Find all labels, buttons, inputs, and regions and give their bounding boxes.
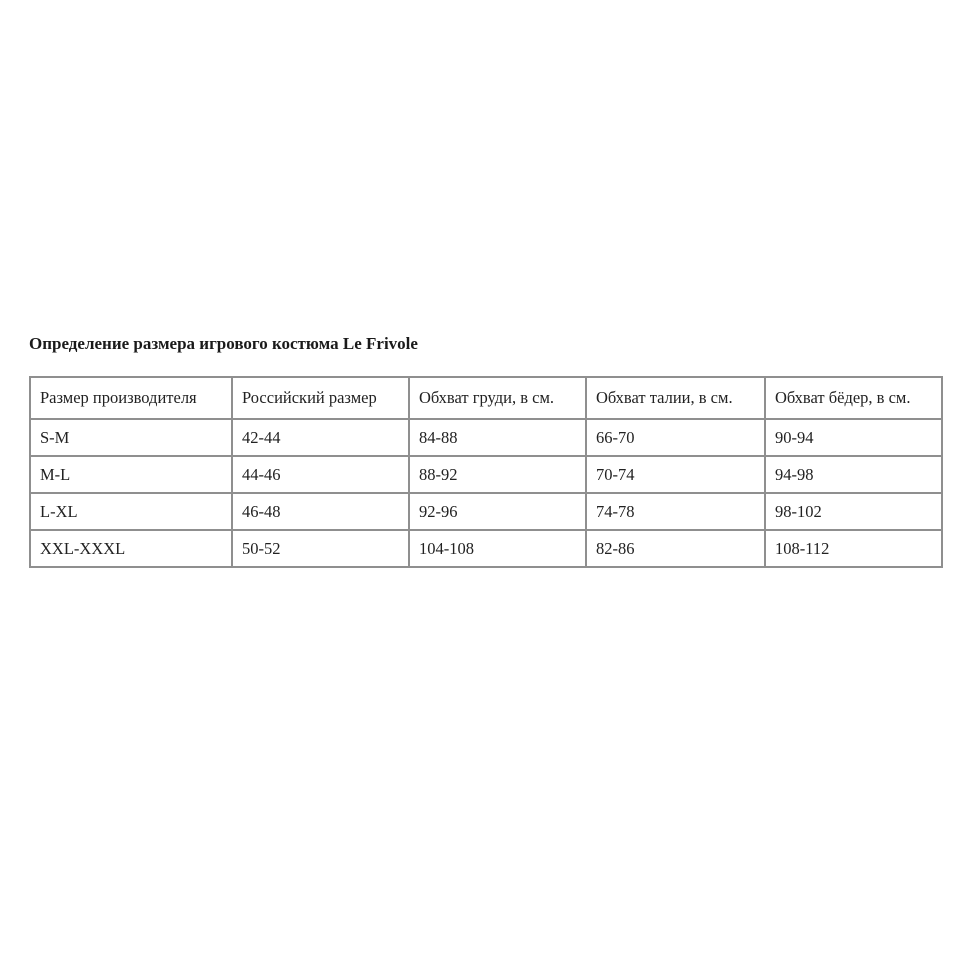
header-chest: Обхват груди, в см.	[409, 377, 586, 419]
cell-russian-size: 46-48	[232, 493, 409, 530]
table-header-row	[30, 377, 942, 419]
cell-waist: 82-86	[586, 530, 765, 567]
size-chart-table	[29, 376, 943, 568]
cell-chest: 88-92	[409, 456, 586, 493]
cell-hips: 108-112	[765, 530, 942, 567]
cell-manufacturer-size: M-L	[30, 456, 232, 493]
cell-hips: 94-98	[765, 456, 942, 493]
cell-chest: 104-108	[409, 530, 586, 567]
cell-chest: 92-96	[409, 493, 586, 530]
cell-manufacturer-size: XXL-XXXL	[30, 530, 232, 567]
header-waist: Обхват талии, в см.	[586, 377, 765, 419]
table-row	[30, 493, 942, 530]
table-row	[30, 530, 942, 567]
cell-chest: 84-88	[409, 419, 586, 456]
cell-waist: 70-74	[586, 456, 765, 493]
page-title: Определение размера игрового костюма Le Frivole	[29, 334, 418, 353]
cell-russian-size: 42-44	[232, 419, 409, 456]
cell-waist: 74-78	[586, 493, 765, 530]
cell-russian-size: 50-52	[232, 530, 409, 567]
cell-manufacturer-size: L-XL	[30, 493, 232, 530]
table-row	[30, 419, 942, 456]
cell-hips: 90-94	[765, 419, 942, 456]
table-row	[30, 456, 942, 493]
header-russian-size: Российский размер	[232, 377, 409, 419]
cell-waist: 66-70	[586, 419, 765, 456]
header-manufacturer-size: Размер производителя	[30, 377, 232, 419]
cell-russian-size: 44-46	[232, 456, 409, 493]
cell-hips: 98-102	[765, 493, 942, 530]
header-hips: Обхват бёдер, в см.	[765, 377, 942, 419]
cell-manufacturer-size: S-M	[30, 419, 232, 456]
